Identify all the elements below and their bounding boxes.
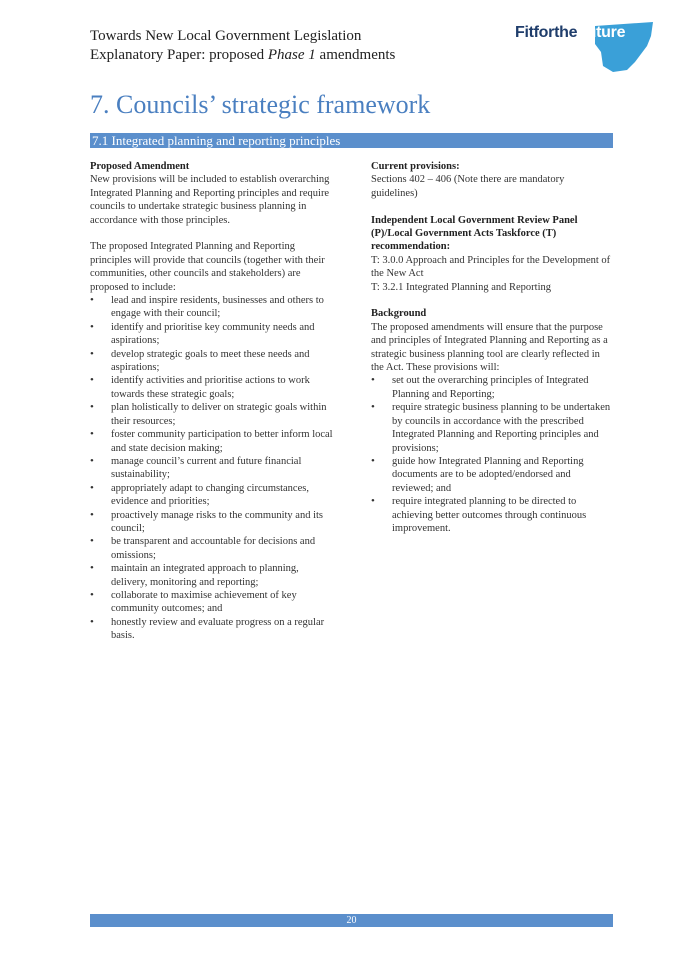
page-number-footer: 20 [90,914,613,927]
header-subtitle: Explanatory Paper: proposed Phase 1 amendments [90,47,396,63]
principles-list [90,294,335,643]
list-item: • manage council’s current and future financial sustainability; [90,455,335,482]
list-item: • require strategic business planning to be undertaken by councils in accordance with the prescribed Integrated Planning and Reporting principles and provisions; [371,401,611,455]
list-item: • identify activities and prioritise actions to work towards these strategic goals; [90,374,335,401]
list-item: • guide how Integrated Planning and Reporting documents are to be adopted/endorsed and reviewed; and [371,455,611,495]
review-recommendation-line: T: 3.2.1 Integrated Planning and Reporting [371,281,551,293]
document-header [90,27,395,65]
list-item: • plan holistically to deliver on strategic goals within their resources; [90,401,335,428]
right-column [371,160,611,535]
left-column [90,160,335,643]
list-item: • identify and prioritise key community needs and aspirations; [90,321,335,348]
proposed-amendment-text: New provisions will be included to establish overarching Integrated Planning and Reporting principles and require councils to undertake strategic business planning in accordance with those principles. [90,174,330,226]
logo-wordmark: FitfortheFuture [515,24,626,41]
review-recommendation-line: T: 3.0.0 Approach and Principles for the Development of the New Act [371,254,611,280]
proposed-amendment-heading: Proposed Amendment [90,161,190,172]
chapter-title: 7. Councils’ strategic framework [90,90,431,119]
list-item: • appropriately adapt to changing circumstances, evidence and priorities; [90,482,335,509]
current-provisions-text: Sections 402 – 406 (Note there are mandatory guidelines) [371,174,565,199]
list-item: • foster community participation to better inform local and state decision making; [90,428,335,455]
list-item: • honestly review and evaluate progress on a regular basis. [90,616,335,643]
current-provisions-heading: Current provisions: [371,161,460,172]
list-item: • require integrated planning to be directed to achieving better outcomes through continuous improvement. [371,495,611,535]
list-item: • maintain an integrated approach to planning, delivery, monitoring and reporting; [90,562,335,589]
review-recommendation-heading: Independent Local Government Review Panel (P)/Local Government Acts Taskforce (T) recommendation: [371,214,578,253]
list-item: • develop strategic goals to meet these needs and aspirations; [90,348,335,375]
list-item: • set out the overarching principles of Integrated Planning and Reporting; [371,374,611,401]
list-item: • lead and inspire residents, businesses and others to engage with their council; [90,294,335,321]
fit-for-the-future-logo [515,22,655,74]
header-title: Towards New Local Government Legislation [90,28,362,44]
background-list [371,374,611,535]
list-item: • proactively manage risks to the community and its council; [90,509,335,536]
list-item: • be transparent and accountable for decisions and omissions; [90,535,335,562]
section-heading-bar: 7.1 Integrated planning and reporting principles [90,133,613,148]
background-heading: Background [371,308,427,320]
background-text: The proposed amendments will ensure that the purpose and principles of Integrated Planning and Reporting as a strategic business planning tool are clearly reflected in the Act. These provisions will: [371,321,608,374]
list-item: • collaborate to maximise achievement of key community outcomes; and [90,589,335,616]
principles-intro: The proposed Integrated Planning and Reporting principles will provide that councils (together with their communities, other councils and stakeholders) are proposed to include: [90,241,325,293]
